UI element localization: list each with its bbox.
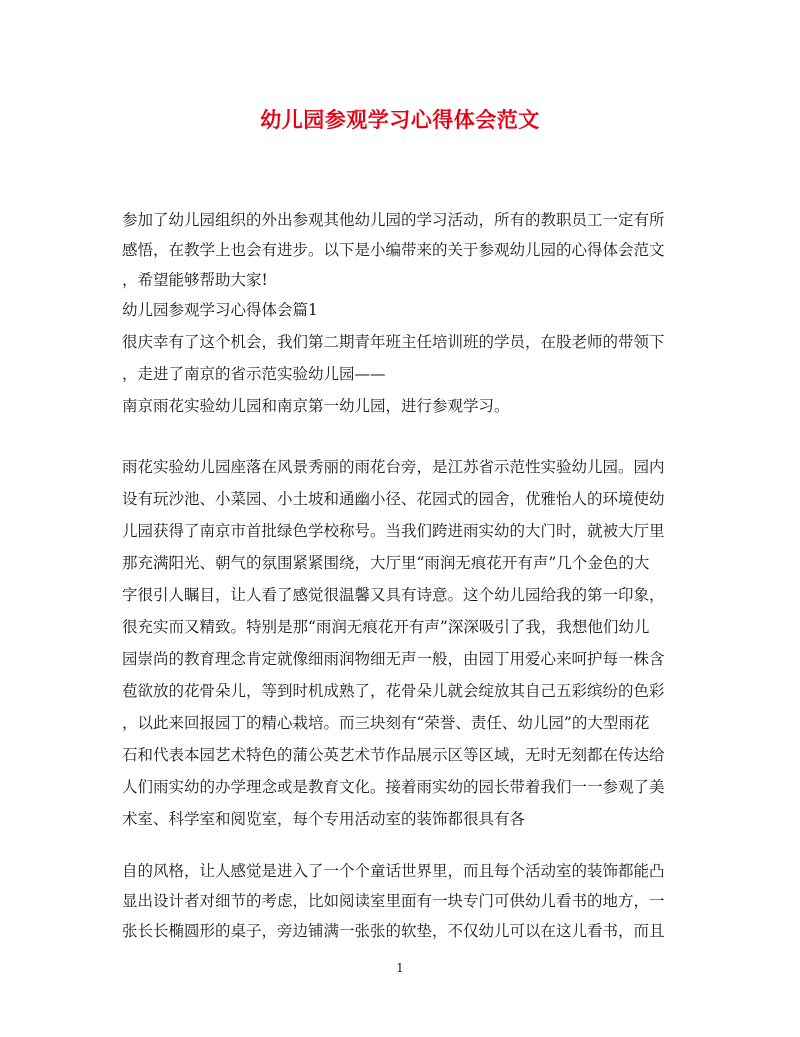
body-line: 参加了幼儿园组织的外出参观其他幼儿园的学习活动，所有的教职员工一定有所	[122, 211, 665, 229]
body-line: ，希望能够帮助大家!	[122, 271, 268, 289]
body-line: ，以此来回报园丁的精心栽培。而三块刻有“荣誉、责任、幼儿园”的大型雨花	[122, 714, 650, 732]
body-line: 张长长椭圆形的桌子，旁边铺满一张张的软垫，不仅幼儿可以在这儿看书，而且	[122, 922, 665, 940]
body-line: 石和代表本园艺术特色的蒲公英艺术节作品展示区等区域，无时无刻都在传达给	[122, 746, 665, 764]
body-line: 很充实而又精致。特别是那“雨润无痕花开有声”深深吸引了我，我想他们幼儿	[122, 618, 650, 636]
body-line: 园崇尚的教育理念肯定就像细雨润物细无声一般，由园丁用爱心来呵护每一株含	[122, 650, 665, 668]
section-heading: 幼儿园参观学习心得体会篇1	[122, 301, 318, 319]
body-line: 苞欲放的花骨朵儿，等到时机成熟了，花骨朵儿就会绽放其自己五彩缤纷的色彩	[122, 682, 665, 700]
document-title: 幼儿园参观学习心得体会范文	[260, 107, 540, 132]
body-line: 设有玩沙池、小菜园、小土坡和通幽小径、花园式的园舍，优雅怡人的环境使幼	[122, 490, 665, 508]
body-line: 很庆幸有了这个机会，我们第二期青年班主任培训班的学员，在股老师的带领下	[122, 333, 665, 351]
body-line: 字很引人瞩目，让人看了感觉很温馨又具有诗意。这个幼儿园给我的第一印象，	[122, 586, 665, 604]
page-number: 1	[396, 961, 404, 975]
body-line: 感悟，在教学上也会有进步。以下是小编带来的关于参观幼儿园的心得体会范文	[122, 241, 665, 259]
body-line: 术室、科学室和阅览室，每个专用活动室的装饰都很具有各	[122, 810, 526, 828]
body-line: ，走进了南京的省示范实验幼儿园——	[122, 365, 386, 383]
body-line: 雨花实验幼儿园座落在风景秀丽的雨花台旁，是江苏省示范性实验幼儿园。园内	[122, 458, 665, 476]
body-line: 自的风格，让人感觉是进入了一个个童话世界里，而且每个活动室的装饰都能凸	[122, 862, 665, 880]
body-line: 那充满阳光、朝气的氛围紧紧围绕，大厅里“雨润无痕花开有声”几个金色的大	[122, 554, 650, 572]
body-line: 南京雨花实验幼儿园和南京第一幼儿园，进行参观学习。	[122, 397, 510, 415]
body-line: 儿园获得了南京市首批绿色学校称号。当我们跨进雨实幼的大门时，就被大厅里	[122, 522, 665, 540]
body-line: 人们雨实幼的办学理念或是教育文化。接着雨实幼的园长带着我们一一参观了美	[122, 778, 665, 796]
body-line: 显出设计者对细节的考虑，比如阅读室里面有一块专门可供幼儿看书的地方，一	[122, 892, 665, 910]
